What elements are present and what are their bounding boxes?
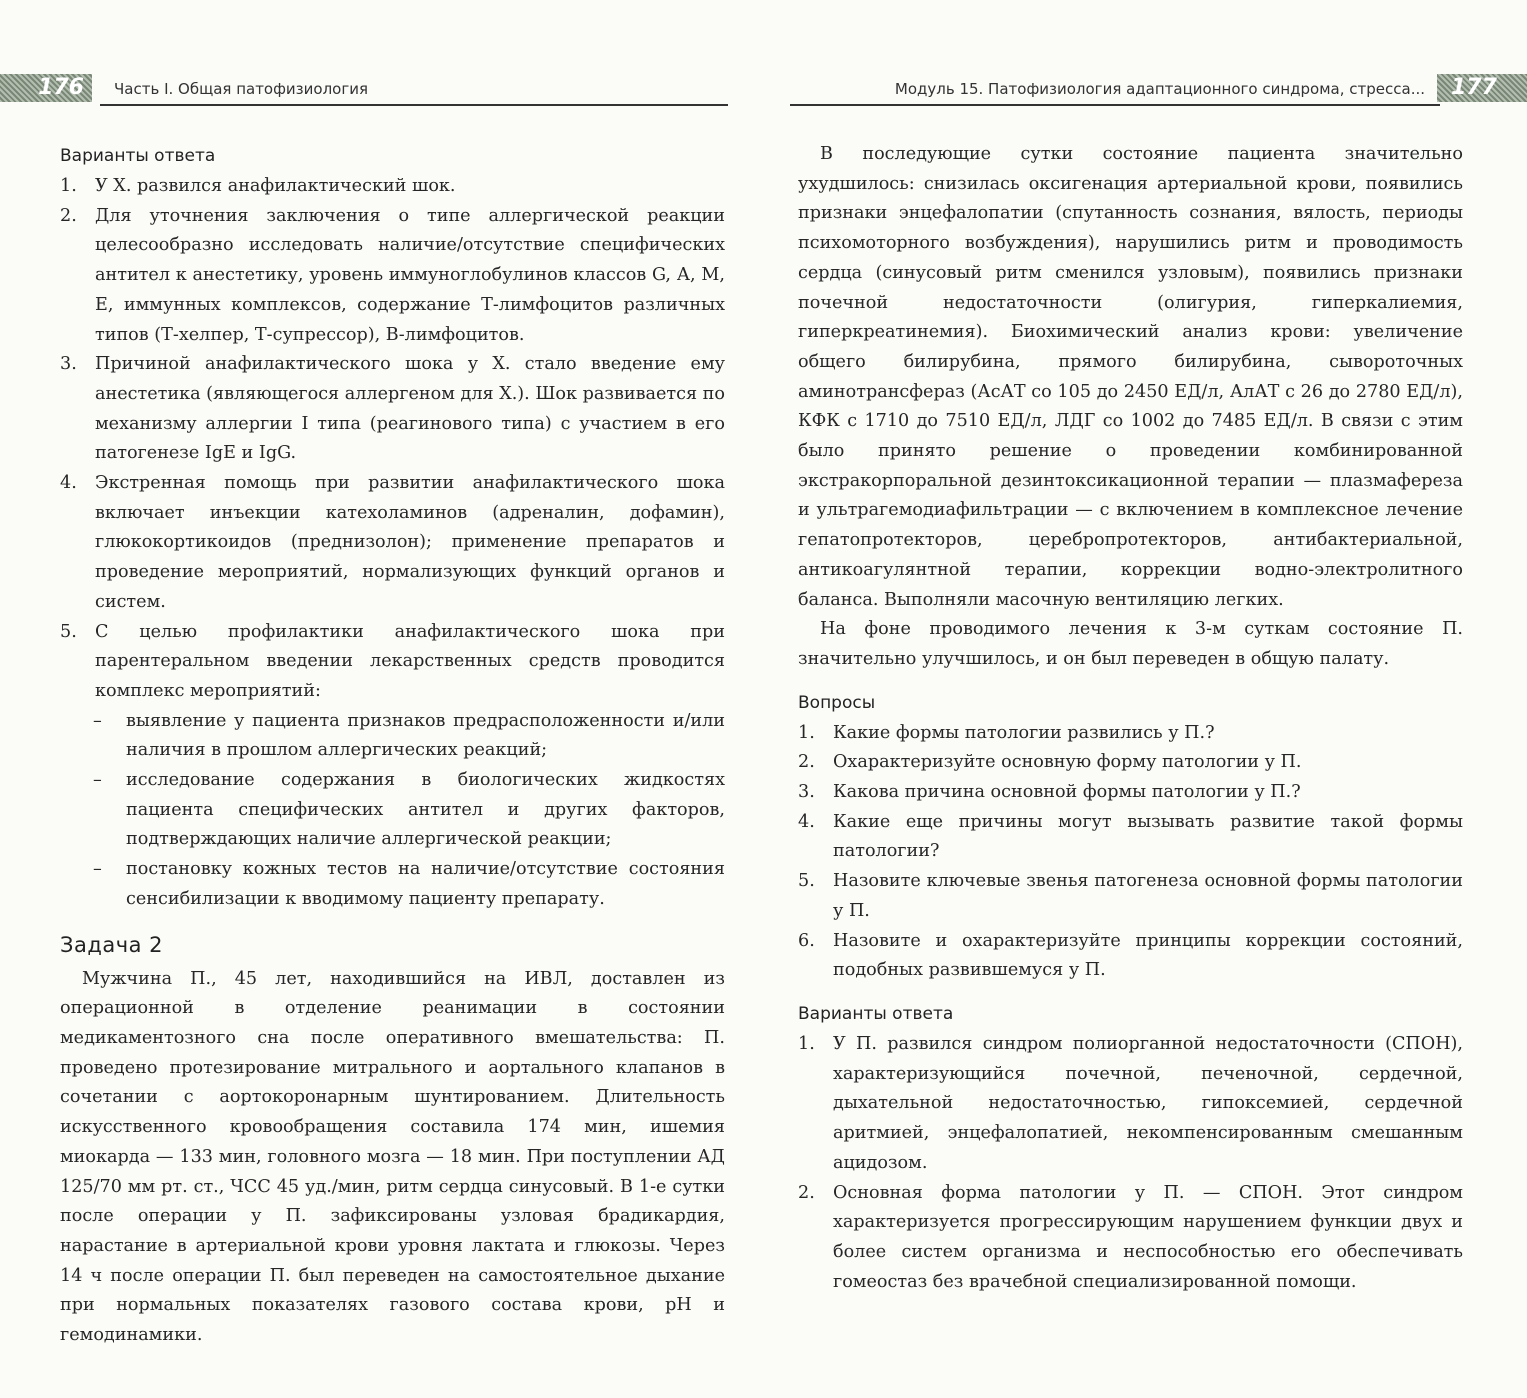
left-header-rule <box>100 104 728 106</box>
left-header <box>0 68 728 102</box>
list-item: 1. Какие формы патологии развились у П.? <box>798 722 1215 743</box>
list-item: 2. Для уточнения заключения о типе аллергической реакции целесообразно исследовать наличие/отсутствие специфических антител к анестетику, уровень иммуноглобулинов классов G, А, М, Е, иммунных комплексов, содержание Т-лимфоцитов различных типов (Т-хелпер, Т-супрессор), В-лимфоцитов. <box>60 205 725 345</box>
left-page-number: 176 <box>0 74 92 102</box>
right-page <box>768 0 1527 1398</box>
left-answers-heading: Варианты ответа <box>60 146 216 166</box>
right-header-rule <box>790 104 1440 106</box>
left-answers-list <box>60 172 725 707</box>
questions-heading: Вопросы <box>798 692 876 713</box>
right-header <box>790 68 1527 102</box>
right-answers-heading: Варианты ответа <box>798 1003 954 1024</box>
list-item: 3. Какова причина основной формы патологии у П.? <box>798 782 1301 803</box>
list-item: 3. Причиной анафилактического шока у Х. стало введение ему анестетика (являющегося аллергеном для Х.). Шок развивается по механизму аллергии I типа (реагинового типа) с участием в его патогенезе IgE и IgG. <box>60 354 725 464</box>
dash-item: – выявление у пациента признаков предрасположенности и/или наличия в прошлом аллергических реакций; <box>93 710 725 761</box>
questions-list <box>798 719 1463 986</box>
list-item: 2. Охарактеризуйте основную форму патологии у П. <box>798 752 1302 773</box>
left-header-title: Часть I. Общая патофизиология <box>114 80 369 98</box>
list-item: 1. У Х. развился анафилактический шок. <box>60 176 456 196</box>
left-page <box>0 0 760 1398</box>
dash-item: – исследование содержания в биологических жидкостях пациента специфических антител и других факторов, подтверждающих наличие аллергической реакции; <box>93 770 725 850</box>
dash-item: – постановку кожных тестов на наличие/отсутствие состояния сенсибилизации к вводимому пациенту препарату. <box>93 859 725 909</box>
list-item: 4. Какие еще причины могут вызывать развитие такой формы патологии? <box>798 811 1463 862</box>
right-header-title: Модуль 15. Патофизиология адаптационного синдрома, стресса... <box>894 80 1425 98</box>
list-item: 5. С целью профилактики анафилактического шока при парентеральном введении лекарственных средств проводится комплекс мероприятий: <box>60 621 725 701</box>
prevention-dash-list <box>60 707 725 915</box>
task-text: Мужчина П., 45 лет, находившийся на ИВЛ, доставлен из операционной в отделение реанимации в состоянии медикаментозного сна после оперативного вмешательства: П. проведено протезирование митрального и аортального клапанов в сочетании с аортокоронарным шунтированием. Длительность искусственного кровообращения составила 174 мин, ишемия миокарда — 133 мин, головного мозга — 18 мин. При поступлении АД 125/70 мм рт. ст., ЧСС 45 уд./мин, ритм сердца синусовый. В 1-е сутки после операции у П. зафиксированы узловая брадикардия, нарастание в артериальной крови уровня лактата и глюкозы. Через 14 ч после операции П. был переведен на самостоятельное дыхание при нормальных показателях газового состава крови, рН и гемодинамики. <box>60 968 725 1346</box>
right-page-number: 177 <box>1437 74 1527 102</box>
left-content <box>60 140 725 1351</box>
task-heading: Задача 2 <box>60 932 164 957</box>
list-item: 2. Основная форма патологии у П. — СПОН. Этот синдром характеризуется прогрессирующим нарушением функции двух и более систем организма и неспособностью его обеспечивать гомеостаз без врачебной специализированной помощи. <box>798 1182 1463 1292</box>
list-item: 5. Назовите ключевые звенья патогенеза основной формы патологии у П. <box>798 871 1463 921</box>
right-content <box>798 140 1463 1297</box>
case-paragraph-1: В последующие сутки состояние пациента значительно ухудшилось: снизилась оксигенация артериальной крови, появились признаки энцефалопатии (спутанность сознания, вялость, периоды психомоторного возбуждения), нарушились ритм и проводимость сердца (синусовый ритм сменился узловым), появились признаки почечной недостаточности (олигурия, гиперкалиемия, гиперкреатинемия). Биохимический анализ крови: увеличение общего билирубина, прямого билирубина, сывороточных аминотрансфераз (АсАТ со 105 до 2450 ЕД/л, АлАТ с 26 до 2780 ЕД/л), КФК с 1710 до 7510 ЕД/л, ЛДГ со 1002 до 7485 ЕД/л. В связи с этим было принято решение о проведении комбинированной экстракорпоральной дезинтоксикационной терапии — плазмафереза и ультрагемодиафильтрации — с включением в комплексное лечение гепатопротекторов, церебропротекторов, антибактериальной, антикоагулянтной терапии, коррекции водно-электролитного баланса. Выполняли масочную вентиляцию легких. <box>798 144 1463 610</box>
list-item: 6. Назовите и охарактеризуйте принципы коррекции состояний, подобных развившемуся у П. <box>798 930 1463 981</box>
right-answers-list <box>798 1030 1463 1297</box>
case-paragraph-2: На фоне проводимого лечения к 3-м суткам состояние П. значительно улучшилось, и он был переведен в общую палату. <box>798 619 1463 669</box>
list-item: 4. Экстренная помощь при развитии анафилактического шока включает инъекции катехоламинов (адреналин, дофамин), глюкокортикоидов (преднизолон); применение препаратов и проведение мероприятий, нормализующих функций органов и систем. <box>60 473 725 612</box>
list-item: 1. У П. развился синдром полиорганной недостаточности (СПОН), характеризующийся почечной, печеночной, сердечной, дыхательной недостаточностью, гипоксемией, сердечной аритмией, энцефалопатией, некомпенсированным смешанным ацидозом. <box>798 1033 1463 1173</box>
